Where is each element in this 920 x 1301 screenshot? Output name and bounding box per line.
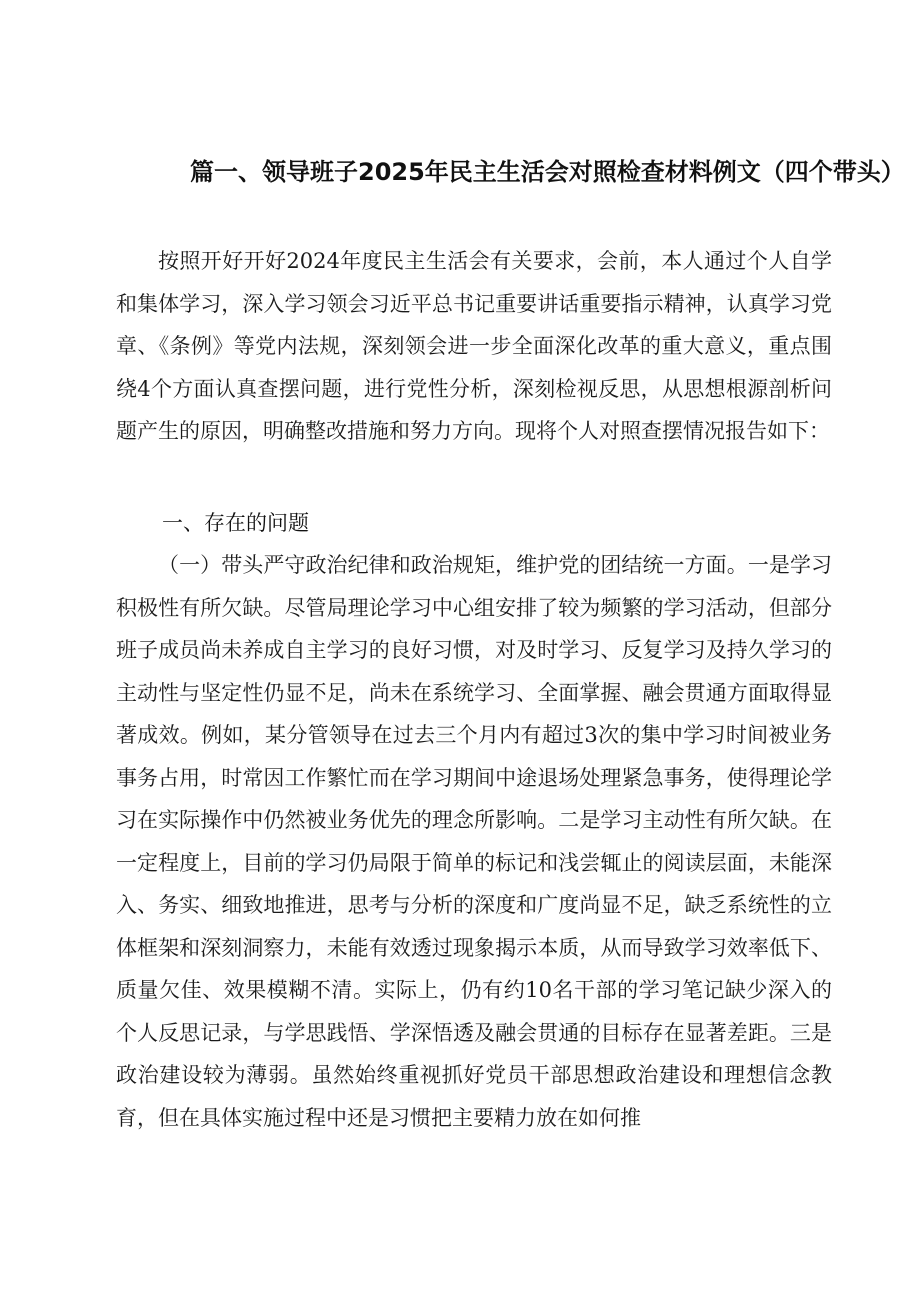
intro-section <box>116 240 832 453</box>
subsection-1-heading: （一）带头严守政治纪律和政治规矩，维护党的团结统一方面。 <box>158 553 748 577</box>
intro-paragraph: 按照开好开好2024年度民主生活会有关要求，会前，本人通过个人自学和集体学习，深入学习领会习近平总书记重要讲话重要指示精神，认真学习党章、《条例》等党内法规，深刻领会进一步全面深化改革的重大意义，重点围绕4个方面认真查摆问题，进行党性分析，深刻检视反思，从思想根源剖析问题产生的原因，明确整改措施和努力方向。现将个人对照查摆情况报告如下： <box>116 249 832 443</box>
subsection-1 <box>116 544 832 1139</box>
section-heading-problems: 一、存在的问题 <box>162 511 309 535</box>
document-title: 篇一、领导班子2025年民主生活会对照检查材料例文（四个带头） <box>190 158 905 186</box>
subsection-1-body: 一是学习积极性有所欠缺。尽管局理论学习中心组安排了较为频繁的学习活动，但部分班子成员尚未养成自主学习的良好习惯，对及时学习、反复学习及持久学习的主动性与坚定性仍显不足，尚未在系统学习、全面掌握、融会贯通方面取得显著成效。例如，某分管领导在过去三个月内有超过3次的集中学习时间被业务事务占用，时常因工作繁忙而在学习期间中途退场处理紧急事务，使得理论学习在实际操作中仍然被业务优先的理念所影响。二是学习主动性有所欠缺。在一定程度上，目前的学习仍局限于简单的标记和浅尝辄止的阅读层面，未能深入、务实、细致地推进，思考与分析的深度和广度尚显不足，缺乏系统性的立体框架和深刻洞察力，未能有效透过现象揭示本质，从而导致学习效率低下、质量欠佳、效果模糊不清。实际上，仍有约10名干部的学习笔记缺少深入的个人反思记录，与学思践悟、学深悟透及融会贯通的目标存在显著差距。三是政治建设较为薄弱。虽然始终重视抓好党员干部思想政治建设和理想信念教育，但在具体实施过程中还是习惯把主要精力放在如何推 <box>116 553 833 1130</box>
subsection-1-paragraph <box>116 544 832 1139</box>
